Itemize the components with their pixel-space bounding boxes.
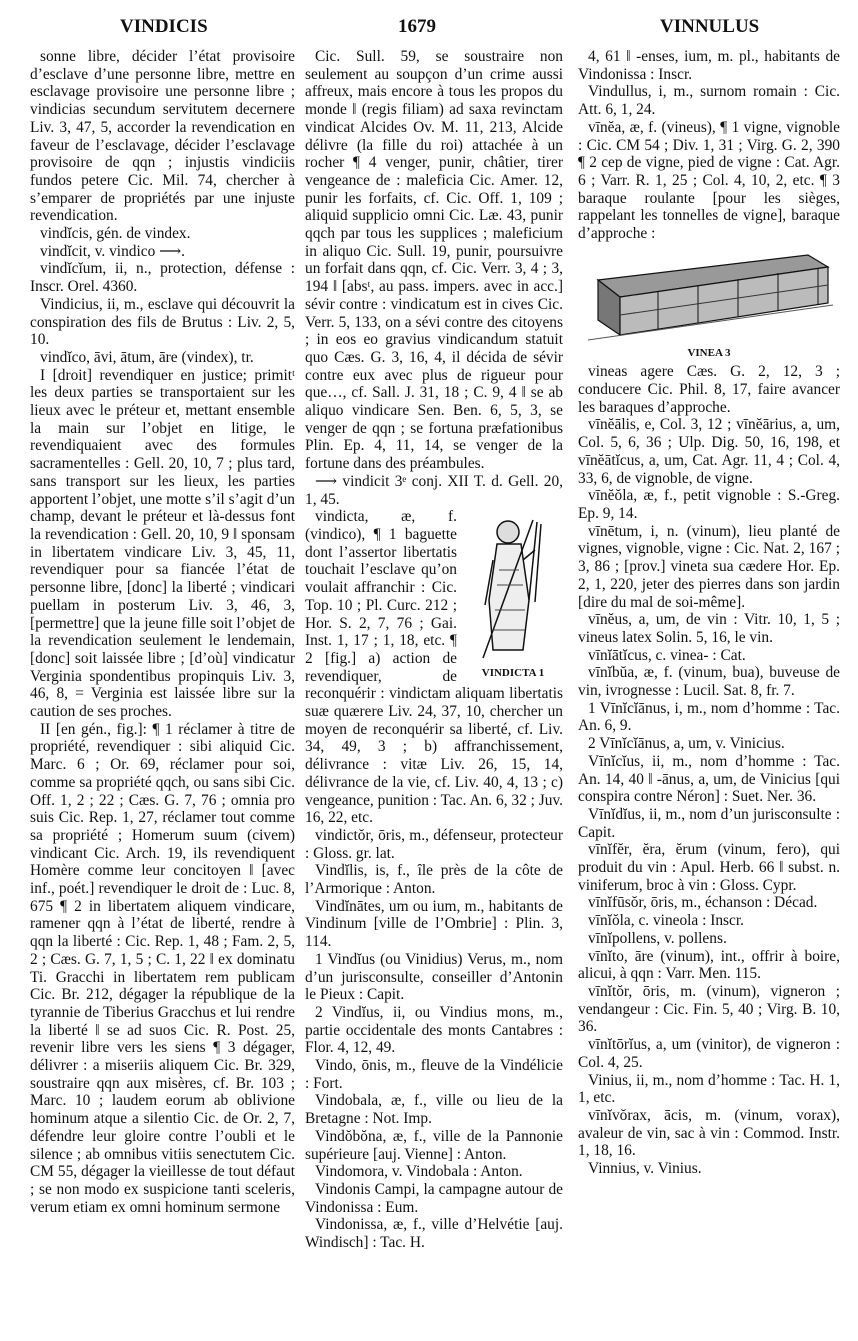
page-header [0,8,858,44]
dictionary-entry: vīnĕālis, e, Col. 3, 12 ; vīnĕārius, a, um, Col. 5, 6, 36 ; Ulp. Dig. 50, 16, 198, et vīnĕātĭcus, a, um, Cat. Agr. 11, 4 ; Col. 4, 33, 6, de vignoble, de vigne. [578,416,840,487]
dictionary-entry: vindĭco, āvi, ātum, āre (vindex), tr. [40,348,254,366]
dictionary-entry: Vindĭnātes, um ou ium, m., habitants de Vindinum [ville de l’Ombrie] : Plin. 3, 114. [305,897,563,951]
dictionary-entry: ⟶ vindicit 3ᵉ conj. XII T. d. Gell. 20, 1, 45. [305,472,563,508]
dictionary-entry: vīnĕus, a, um, de vin : Vitr. 10, 1, 5 ; vineus latex Solin. 5, 16, le vin. [578,611,840,646]
column-3 [578,48,840,1334]
dictionary-entry: Vindo, ōnis, m., fleuve de la Vindélicie : Fort. [305,1057,563,1092]
dictionary-entry: vindictŏr, ōris, m., défenseur, protecteur : Gloss. gr. lat. [305,826,563,862]
dictionary-entry: vīnĭātĭcus, c. vinea- : Cat. [588,646,746,664]
vindicta-figure [463,510,563,679]
dictionary-entry: vīnētum, i, n. (vinum), lieu planté de vignes, vignoble, vigne : Cic. Nat. 2, 167 ; 3, 86 ; [prov.] vineta sua cædere Hor. Ep. 2, 1, 220, jeter des pierres dans son jardin [dire du mal de soi-même]. [578,522,840,611]
dictionary-entry: vīnĕŏla, æ, f., petit vignoble : S.-Greg. Ep. 9, 14. [578,487,840,522]
column-1 [30,48,295,1334]
dictionary-entry: vīnĭfūsŏr, ōris, m., échanson : Décad. [588,894,818,912]
dictionary-entry: 2 Vindĭus, ii, ou Vindius mons, m., partie occidentale des monts Cantabres : Flor. 4, 12, 49. [305,1003,563,1057]
dictionary-entry: Vindĭlis, is, f., île près de la côte de l’Armorique : Anton. [305,862,563,898]
dictionary-entry: vīnĭfĕr, ĕra, ĕrum (vinum, fero), qui produit du vin : Apul. Herb. 66 ‖ subst. n. viniferum, broc à vin : Gloss. Cypr. [578,841,840,894]
dictionary-entry: vindĭcĭum, ii, n., protection, défense : Inscr. Orel. 4360. [30,260,295,296]
dictionary-entry: Vīnĭcĭus, ii, m., nom d’homme : Tac. An. 14, 40 ‖ -ānus, a, um, de Vinicius [qui conspira contre Néron] : Suet. Ner. 36. [578,752,840,806]
dictionary-entry: Vinnius, v. Vinius. [588,1160,702,1178]
dictionary-entry: I [droit] revendiquer en justice; primitᵗ les deux parties se transportaient sur les lieux avec le préteur et, mettant ensemble la main sur l’objet en litige, le revendiquaient avec des formules sacramentelles : Gell. 20, 10, 7 ; plus tard, sans transport sur les lieux, les parties apportent l’objet, une motte s’il s’agit d’un champ, devant le préteur et là-dessus font la revendication : Gell. 20, 10, 9 ‖ sponsam in libertatem vindicare Liv. 3, 45, 11, revendiquer pour sa fiancée l’état de personne libre, [donc] la liberté ; vindicari puellam in posterum Liv. 3, 46, 3, [permettre] que la jeune fille soit l’objet de la revendication seulement le lendemain, [donc] soit laissée libre ; [d’où] vindicatur Verginia spondentibus propinquis Liv. 3, 46, 8, = Verginia est laissée libre sur la caution de ses proches. [30,366,295,721]
dictionary-entry: vīnĭto, āre (vinum), int., offrir à boire, alicui, à qqn : Varr. Men. 115. [578,947,840,983]
dictionary-entry: Vindonissa, æ, f., ville d’Helvétie [auj. Windisch] : Tac. H. [305,1216,563,1252]
vinea-illustration [578,245,840,345]
dictionary-entry: 2 Vīnĭcĭānus, a, um, v. Vinicius. [588,735,785,753]
dictionary-entry: vīnĭŏla, c. vineola : Inscr. [588,912,745,930]
dictionary-entry: vindĭcit, v. vindico ⟶. [40,242,186,260]
column-2 [305,48,563,1334]
dictionary-entry: Vindŏbŏna, æ, f., ville de la Pannonie supérieure [auj. Vienne] : Anton. [305,1127,563,1163]
dictionary-entry: sonne libre, décider l’état provisoire d’esclave d’une personne libre, mettre en esclavage provisoire une personne libre ; vindicias secundum servitutem decernere Liv. 3, 47, 5, accorder la revendication en faveur de l’esclavage, décider l’esclavage provisoire de qqn ; injustis vindiciis fundos petere Cic. Mil. 74, chercher à s’emparer de propriétés par une injuste revendication. [30,48,295,225]
dictionary-entry: Vinius, ii, m., nom d’homme : Tac. H. 1, 1, etc. [578,1071,840,1107]
page-number: 1679 [398,16,436,37]
dictionary-entry: II [en gén., fig.]: ¶ 1 réclamer à titre de propriété, revendiquer : sibi aliquid Cic. Marc. 6 ; Or. 69, réclamer pour soi, comme sa propriété qqch, ou sans sibi Cic. Off. 1, 2 ; 22 ; Cæs. G. 7, 76 ; omnia pro suis Cic. Rep. 1, 27, réclamer tout comme sa propriété ; Homerum suum (civem) vindicant Cic. Arch. 19, ils revendiquent Homère comme leur concitoyen ‖ [avec inf., poét.] revendiquer le droit de : Luc. 8, 675 ¶ 2 in libertatem aliquem vindicare, ramener qqn à l’état de liberté, rendre à qqn la liberté : Cic. Rep. 1, 48 ; Fam. 2, 5, 2 ; Cæs. G. 7, 1, 5 ; C. 1, 22 ‖ ex dominatu Ti. Gracchi in libertatem rem publicam Cic. Br. 212, dégager la république de la tyrannie de Tiberius Gracchus et lui rendre la liberté ‖ se ad suos Cic. R. Post. 25, revenir libre vers les siens ¶ 3 dégager, délivrer : a miseriis aliquem Cic. Br. 329, soustraire qqn aux misères, cf. Br. 103 ; Marc. 10 ; laudem eorum ab oblivione hominum atque a silentio Cic. de Or. 2, 7, défendre leur gloire contre l’oubli et le silence ; ab omnibus vitiis senectutem Cic. CM 55, dégager la vieillesse de tout défaut ; se non modo ex suspicione tanti sceleris, verum etiam ex omni hominum sermone [30,720,295,1216]
dictionary-entry: Cic. Sull. 59, se soustraire non seulement au soupçon d’un crime aussi affreux, mais encore à tous les propos du monde ‖ (regis filiam) ad saxa revinctam vindicat Alcides Ov. M. 11, 213, Alcide délivre (la fille du roi) attachée à un rocher ¶ 4 venger, punir, châtier, tirer vengeance de : maleficia Cic. Amer. 12, punir les forfaits, cf. Cic. Off. 1, 109 ; aliquid supplicio omni Cic. Læ. 43, punir qqch par tous les supplices ; maleficium in aliquo Cic. Sull. 19, punir, poursuivre un forfait dans qqn, cf. Cic. Verr. 3, 4 ; 3, 194 ‖ [absᵗ, au pass. impers. avec in acc.] sévir contre : vindicatum est in cives Cic. Verr. 5, 133, on a sévi contre des citoyens ; in eos eo gravius vindicandum statuit quo Cæs. G. 3, 16, 4, il décida de sévir contre eux avec plus de rigueur pour que…, cf. Sall. J. 31, 18 ; C. 9, 4 ‖ se ab aliquo vindicare Sen. Ben. 6, 5, 3, se venger de qqn ; se fortuna præfationibus Plin. Ep. 4, 11, 14, se venger de la fortune dans des préambules. [305,48,563,473]
dictionary-entry: vindĭcis, gén. de vindex. [40,225,191,243]
vinea-figure [578,245,840,360]
dictionary-entry: Vindullus, i, m., surnom romain : Cic. Att. 6, 1, 24. [578,83,840,119]
dictionary-entry: 1 Vindĭus (ou Vinidius) Verus, m., nom d’un jurisconsulte, conseiller d’Antonin le Pieux : Capit. [305,950,563,1004]
figure-caption: VINEA 3 [687,346,731,359]
dictionary-entry: vindicta, æ, f. (vindico), ¶ 1 baguette dont l’assertor libertatis touchait l’esclave qu’on voulait affranchir : Cic. Top. 10 ; Pl. Curc. 212 ; Hor. S. 2, 7, 76 ; Gai. Inst. 1, 17 ; 1, 18, etc. ¶ 2 [fig.] a) action de revendiquer, de reconquérir : vindictam aliquam libertatis suæ quærere Liv. 24, 37, 10, chercher un moyen de reconquérir sa liberté, cf. Liv. 34, 49, 3 ; b) affranchissement, délivrance : vitæ Liv. 26, 15, 14, délivrance de la vie, cf. Liv. 40, 4, 13 ; c) vengeance, punition : Tac. An. 6, 32 ; Juv. 16, 22, etc. [305,508,563,827]
dictionary-entry: vīnĭtŏr, ōris, m. (vinum), vigneron ; vendangeur : Cic. Fin. 5, 40 ; Virg. B. 10, 36. [578,982,840,1036]
dictionary-entry: Vindomora, v. Vindobala : Anton. [315,1163,523,1181]
header-right-guideword: VINNULUS [660,16,760,37]
figure-caption: VINDICTA 1 [481,666,545,679]
dictionary-entry: Vindobala, æ, f., ville ou lieu de la Bretagne : Not. Imp. [305,1092,563,1128]
dictionary-entry: 4, 61 ‖ -enses, ium, m. pl., habitants de Vindonissa : Inscr. [578,48,840,83]
dictionary-entry: vīnĭpollens, v. pollens. [588,929,727,947]
dictionary-entry: vīnĕa, æ, f. (vineus), ¶ 1 vigne, vignoble : Cic. CM 54 ; Div. 1, 31 ; Virg. G. 2, 390 ¶ 2 cep de vigne, pied de vigne : Cat. Agr. 6 ; Varr. R. 1, 25 ; Col. 4, 10, 2, etc. ¶ 3 baraque roulante [pour les sièges, rappelant les tonnelles de vigne], baraque d’approche : [578,118,840,243]
dictionary-entry: Vindicius, ii, m., esclave qui découvrit la conspiration des fils de Brutus : Liv. 2, 5, 10. [30,295,295,349]
dictionary-entry: vineas agere Cæs. G. 2, 12, 3 ; conducere Cic. Phil. 8, 17, faire avancer les baraques d’approche. [578,363,840,416]
vindicta-illustration [463,510,563,660]
dictionary-entry: vīnĭtōrĭus, a, um (vinitor), de vigneron : Col. 4, 25. [578,1036,840,1071]
dictionary-entry: Vindonis Campi, la campagne autour de Vindonissa : Eum. [305,1181,563,1216]
dictionary-entry: Vīnĭdĭus, ii, m., nom d’un jurisconsulte : Capit. [578,805,840,841]
dictionary-entry: 1 Vīnĭcĭānus, i, m., nom d’homme : Tac. An. 6, 9. [578,699,840,735]
dictionary-entry: vīnĭbŭa, æ, f. (vinum, bua), buveuse de vin, ivrognesse : Lucil. Sat. 8, fr. 7. [578,664,840,700]
dictionary-entry: vīnĭvŏrax, ācis, m. (vinum, vorax), avaleur de vin, sac à vin : Commod. Instr. 1, 18, 16. [578,1106,840,1160]
header-left-guideword: VINDICIS [120,16,208,37]
